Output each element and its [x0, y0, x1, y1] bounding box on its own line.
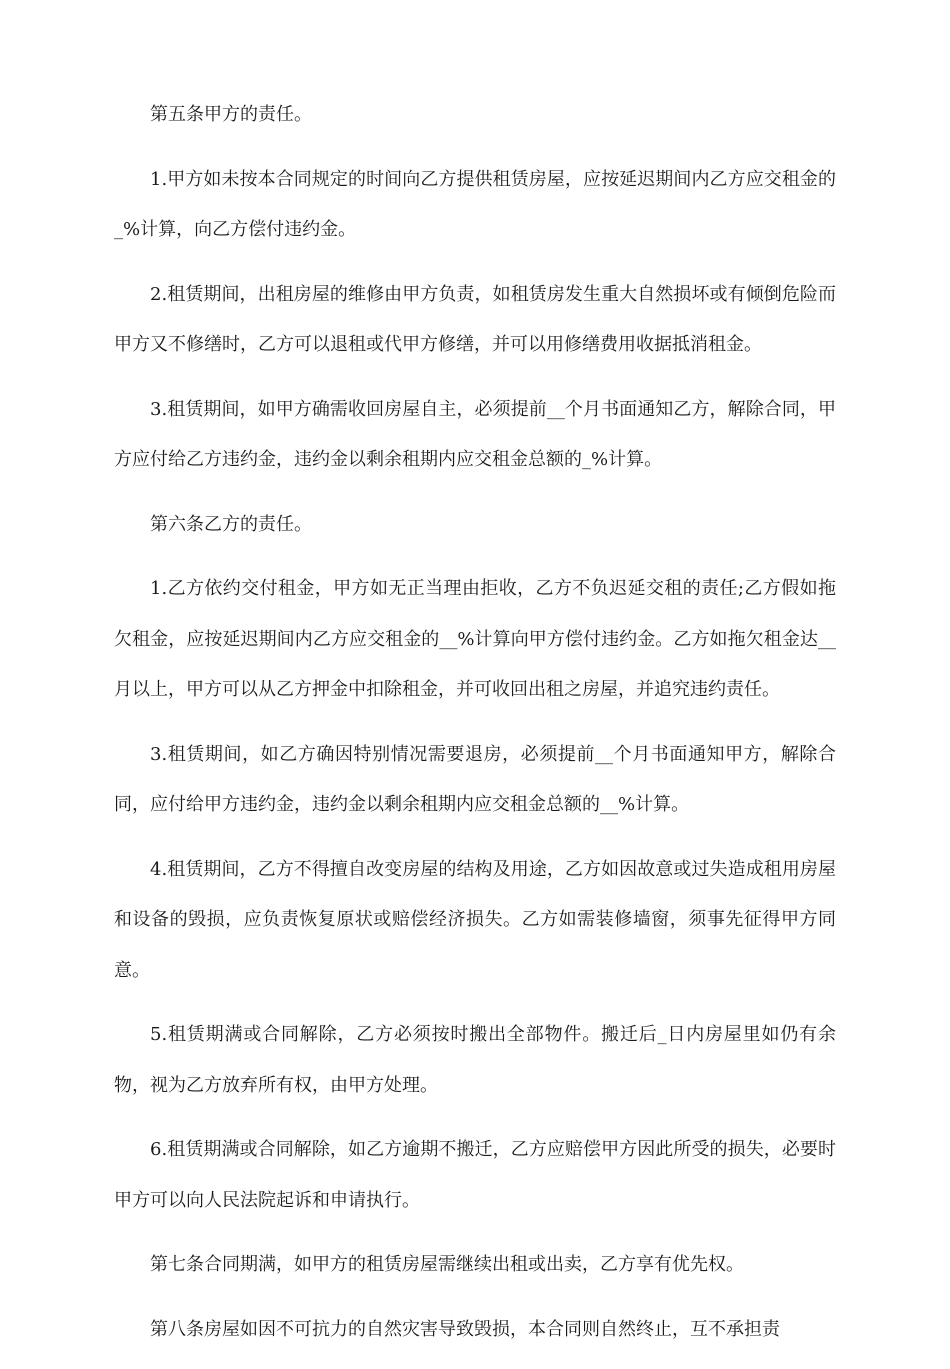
article-8: 第八条房屋如因不可抗力的自然灾害导致毁损，本合同则自然终止，互不承担责: [150, 1318, 780, 1340]
article-6-heading: 第六条乙方的责任。: [150, 513, 312, 535]
article-5-clause-3: 3.租赁期间，如甲方确需收回房屋自主，必须提前__个月书面通知乙方，解除合同，甲方应付给乙方违约金，违约金以剩余租期内应交租金总额的_%计算。: [114, 398, 836, 470]
article-6-clause-3: 3.租赁期间，如乙方确因特别情况需要退房，必须提前__个月书面通知甲方，解除合同，应付给甲方违约金，违约金以剩余租期内应交租金总额的__%计算。: [114, 743, 836, 815]
article-5-clause-1: 1.甲方如未按本合同规定的时间向乙方提供租赁房屋，应按延迟期间内乙方应交租金的_%计算，向乙方偿付违约金。: [114, 168, 836, 240]
article-5-clause-2: 2.租赁期间，出租房屋的维修由甲方负责，如租赁房发生重大自然损坏或有倾倒危险而甲方又不修缮时，乙方可以退租或代甲方修缮，并可以用修缮费用收据抵消租金。: [114, 283, 836, 355]
article-6-clause-5: 5.租赁期满或合同解除，乙方必须按时搬出全部物件。搬迁后_日内房屋里如仍有余物，视为乙方放弃所有权，由甲方处理。: [114, 1024, 836, 1096]
article-6-clause-4: 4.租赁期间，乙方不得擅自改变房屋的结构及用途，乙方如因故意或过失造成租用房屋和设备的毁损，应负责恢复原状或赔偿经济损失。乙方如需装修墙窗，须事先征得甲方同意。: [114, 858, 836, 981]
article-6-clause-1: 1.乙方依约交付租金，甲方如无正当理由拒收，乙方不负迟延交租的责任;乙方假如拖欠租金，应按延迟期间内乙方应交租金的__%计算向甲方偿付违约金。乙方如拖欠租金达__月以上，甲方可以从乙方押金中扣除租金，并可收回出租之房屋，并追究违约责任。: [114, 578, 836, 700]
article-7: 第七条合同期满，如甲方的租赁房屋需继续出租或出卖，乙方享有优先权。: [150, 1254, 744, 1275]
article-5-heading: 第五条甲方的责任。: [150, 104, 312, 125]
document-page: [114, 90, 836, 1369]
article-6-clause-6: 6.租赁期满或合同解除，如乙方逾期不搬迁，乙方应赔偿甲方因此所受的损失，必要时甲方可以向人民法院起诉和申请执行。: [114, 1139, 836, 1211]
